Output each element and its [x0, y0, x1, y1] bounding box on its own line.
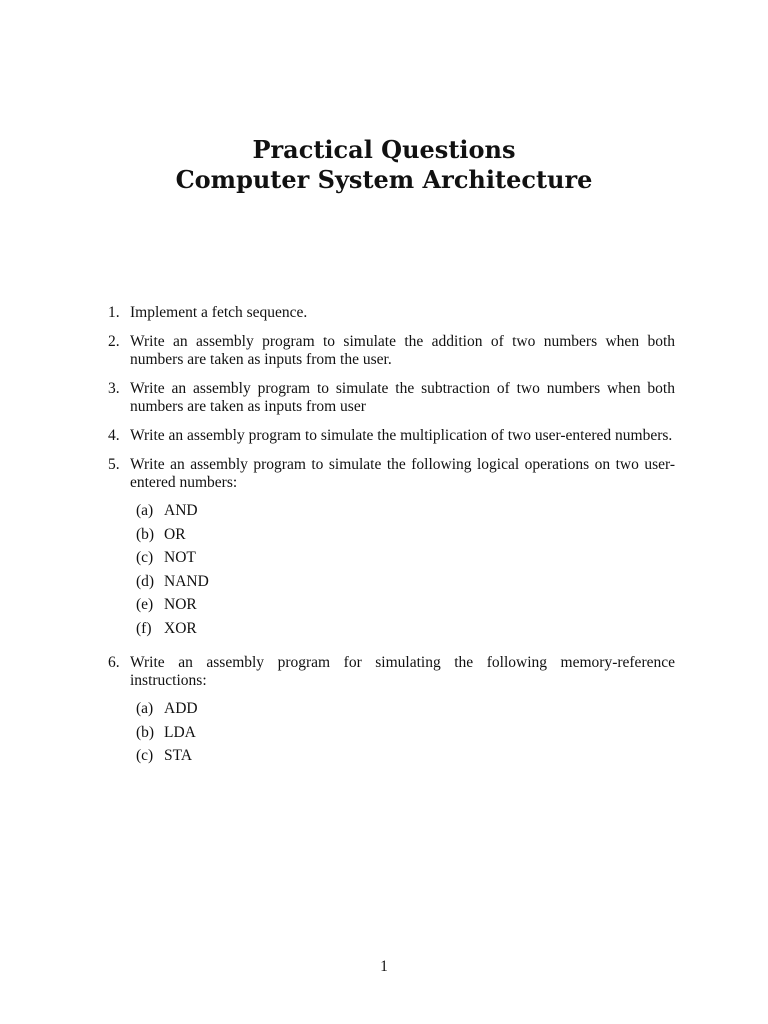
- sub-question-text: XOR: [164, 619, 197, 637]
- question-number: 1.: [108, 304, 120, 321]
- question-number: 5.: [108, 456, 120, 473]
- sub-question-label: (f): [136, 619, 152, 637]
- question-item: [108, 304, 675, 322]
- question-text: Write an assembly program to simulate the addition of two numbers when both numbers are taken as inputs from the user.: [130, 333, 675, 368]
- sub-question-list: [130, 700, 675, 771]
- sub-question-text: ADD: [164, 700, 198, 717]
- sub-question-label: (a): [136, 700, 154, 717]
- page-number: 1: [380, 958, 388, 975]
- question-item: [108, 333, 675, 369]
- sub-question-item: [130, 620, 675, 644]
- sub-question-label: (b): [136, 525, 155, 543]
- question-number: 3.: [108, 380, 120, 397]
- sub-question-text: STA: [164, 747, 193, 764]
- sub-question-item: [130, 596, 675, 620]
- question-item: [108, 380, 675, 416]
- sub-question-label: (c): [136, 747, 154, 764]
- question-text: Implement a fetch sequence.: [130, 304, 308, 321]
- question-number: 6.: [108, 654, 120, 671]
- question-text: Write an assembly program to simulate the following logical operations on two user-entered numbers:: [130, 456, 675, 491]
- sub-question-item: [130, 526, 675, 550]
- sub-question-item: [130, 724, 675, 748]
- question-text: Write an assembly program to simulate the multiplication of two user-entered numbers.: [130, 427, 673, 444]
- question-list: [108, 304, 675, 782]
- sub-question-label: (d): [136, 572, 155, 590]
- sub-question-item: [130, 747, 675, 771]
- title-line-2: Computer System Architecture: [175, 165, 593, 194]
- question-item: [108, 654, 675, 771]
- document-title: [0, 135, 768, 195]
- sub-question-item: [130, 502, 675, 526]
- sub-question-text: NAND: [164, 572, 209, 590]
- sub-question-item: [130, 549, 675, 573]
- sub-question-text: LDA: [164, 723, 196, 741]
- sub-question-text: NOR: [164, 596, 197, 613]
- sub-question-item: [130, 573, 675, 597]
- sub-question-list: [130, 502, 675, 643]
- sub-question-item: [130, 700, 675, 724]
- sub-question-label: (e): [136, 596, 154, 613]
- question-number: 4.: [108, 427, 120, 444]
- question-text: Write an assembly program for simulating the following memory-reference instructions:: [130, 654, 675, 689]
- question-number: 2.: [108, 333, 120, 350]
- sub-question-text: AND: [164, 502, 198, 519]
- title-line-1: Practical Questions: [252, 135, 516, 164]
- question-item: [108, 456, 675, 643]
- sub-question-text: NOT: [164, 549, 196, 566]
- question-text: Write an assembly program to simulate the subtraction of two numbers when both numbers are taken as inputs from user: [130, 380, 675, 415]
- sub-question-text: OR: [164, 525, 186, 543]
- question-item: [108, 427, 675, 445]
- sub-question-label: (c): [136, 549, 154, 566]
- sub-question-label: (a): [136, 502, 154, 519]
- sub-question-label: (b): [136, 723, 155, 741]
